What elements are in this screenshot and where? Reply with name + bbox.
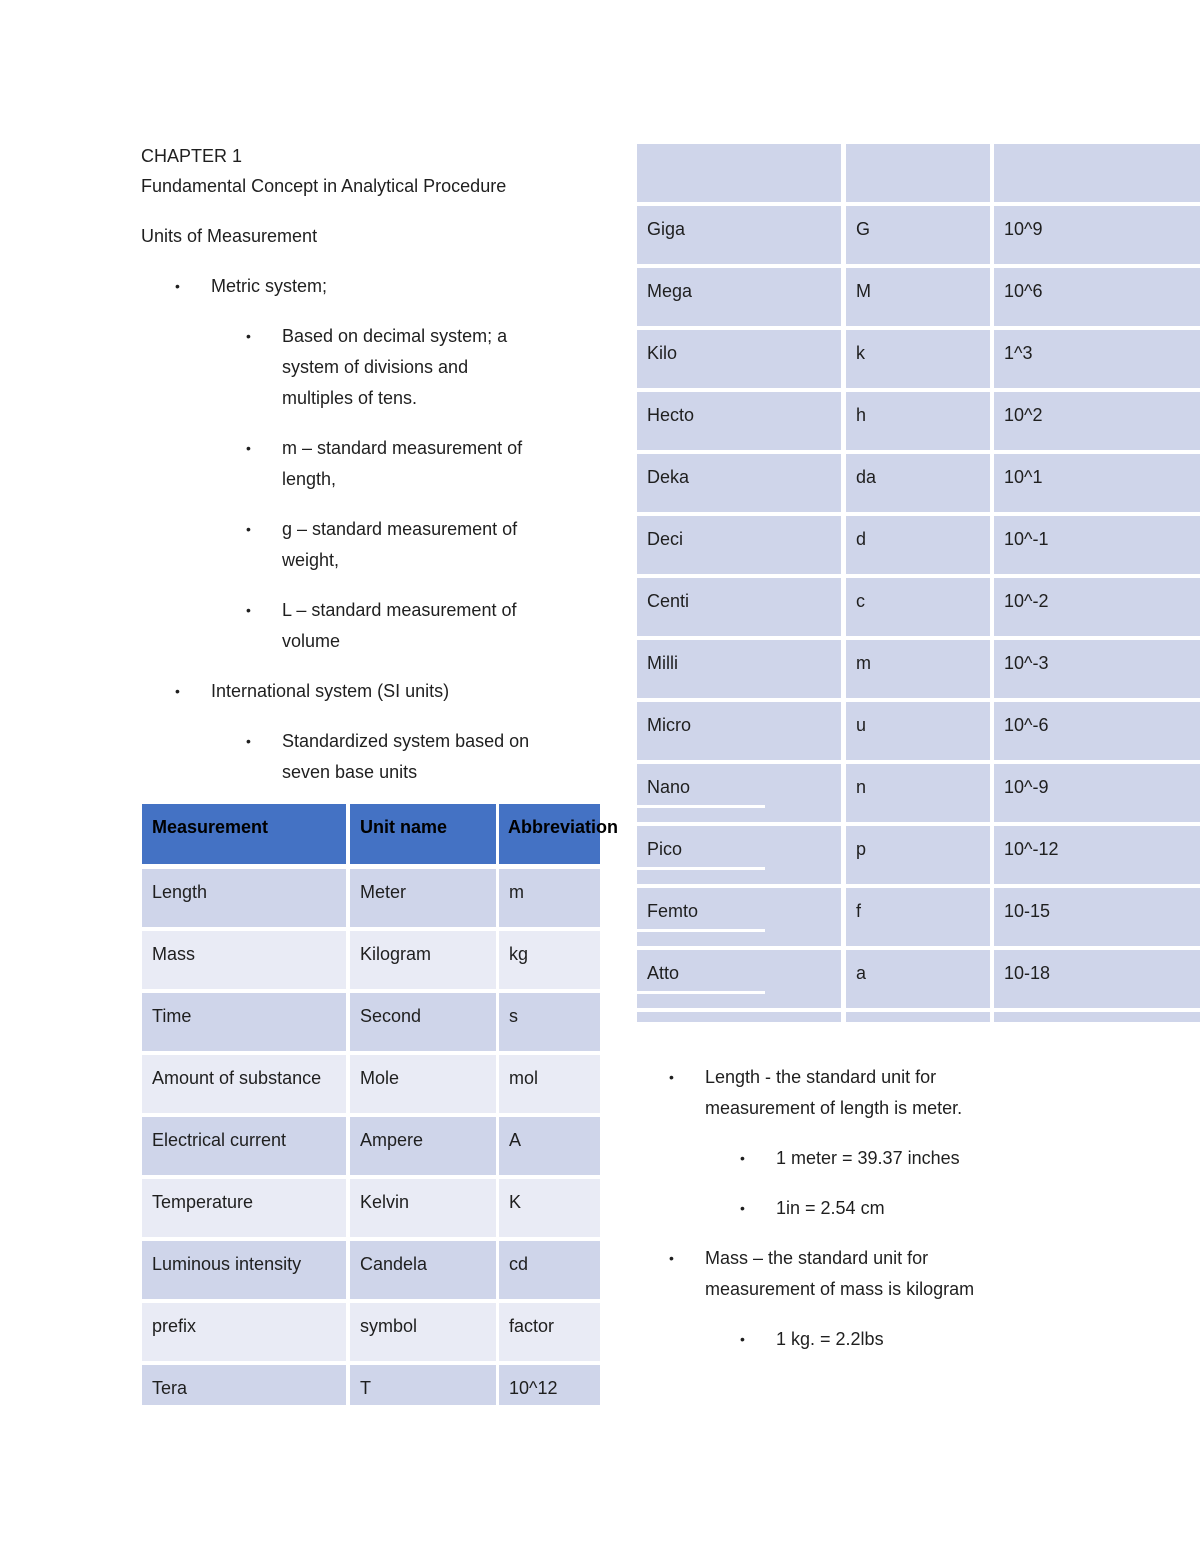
prefix-cell: Deci bbox=[637, 516, 841, 574]
prefix-cell: G bbox=[846, 206, 990, 264]
si-header-cell: Abbreviation bbox=[499, 804, 600, 864]
prefix-cell: h bbox=[846, 392, 990, 450]
prefix-cell: Centi bbox=[637, 578, 841, 636]
outline-text: weight, bbox=[282, 550, 340, 570]
si-cell: Electrical current bbox=[142, 1117, 346, 1175]
outline-text: seven base units bbox=[282, 762, 418, 782]
bullet-icon: • bbox=[740, 1150, 745, 1166]
bullet-icon: • bbox=[246, 602, 251, 618]
table-footer-strip bbox=[994, 1012, 1200, 1022]
si-cell: m bbox=[499, 869, 600, 927]
prefix-cell: Milli bbox=[637, 640, 841, 698]
prefix-cell: 10^-9 bbox=[994, 764, 1200, 822]
bullet-icon: • bbox=[669, 1069, 674, 1085]
row-underline bbox=[637, 867, 765, 870]
row-underline bbox=[637, 991, 765, 994]
prefix-cell: Mega bbox=[637, 268, 841, 326]
si-cell: cd bbox=[499, 1241, 600, 1299]
bullet-icon: • bbox=[246, 733, 251, 749]
prefix-cell: f bbox=[846, 888, 990, 946]
prefix-cell: Giga bbox=[637, 206, 841, 264]
si-cell: Mass bbox=[142, 931, 346, 989]
row-underline bbox=[637, 805, 765, 808]
prefix-cell: 10^-3 bbox=[994, 640, 1200, 698]
si-cell: K bbox=[499, 1179, 600, 1237]
si-cell: Time bbox=[142, 993, 346, 1051]
prefix-cell: 10-18 bbox=[994, 950, 1200, 1008]
outline-text: volume bbox=[282, 631, 341, 651]
outline-text: multiples of tens. bbox=[282, 388, 418, 408]
prefix-cell: M bbox=[846, 268, 990, 326]
prefix-cell: 10^6 bbox=[994, 268, 1200, 326]
prefix-cell: 10^9 bbox=[994, 206, 1200, 264]
si-cell: T bbox=[350, 1365, 496, 1405]
prefix-cell: Pico bbox=[637, 826, 841, 884]
si-cell: Kelvin bbox=[350, 1179, 496, 1237]
outline-text: measurement of length is meter. bbox=[705, 1098, 963, 1118]
row-underline bbox=[637, 929, 765, 932]
si-cell: Kilogram bbox=[350, 931, 496, 989]
outline-text: m – standard measurement of bbox=[282, 438, 523, 458]
outline-text: length, bbox=[282, 469, 337, 489]
prefix-cell: Deka bbox=[637, 454, 841, 512]
outline-text: L – standard measurement of bbox=[282, 600, 517, 620]
outline-text: Metric system; bbox=[211, 276, 328, 296]
si-cell: Second bbox=[350, 993, 496, 1051]
prefix-cell: 10^-6 bbox=[994, 702, 1200, 760]
outline-text: Standardized system based on bbox=[282, 731, 530, 751]
outline-text: 1in = 2.54 cm bbox=[776, 1198, 885, 1218]
bullet-icon: • bbox=[740, 1331, 745, 1347]
prefix-cell: u bbox=[846, 702, 990, 760]
prefix-cell: n bbox=[846, 764, 990, 822]
si-header-cell: Unit name bbox=[350, 804, 496, 864]
si-header-cell: Measurement bbox=[142, 804, 346, 864]
prefix-cell: Femto bbox=[637, 888, 841, 946]
si-cell: Temperature bbox=[142, 1179, 346, 1237]
prefix-cell: Kilo bbox=[637, 330, 841, 388]
si-cell: s bbox=[499, 993, 600, 1051]
outline-text: measurement of mass is kilogram bbox=[705, 1279, 975, 1299]
si-cell: mol bbox=[499, 1055, 600, 1113]
si-cell: symbol bbox=[350, 1303, 496, 1361]
prefix-cell: 10^2 bbox=[994, 392, 1200, 450]
outline-text: Mass – the standard unit for bbox=[705, 1248, 929, 1268]
prefix-header-cell bbox=[846, 144, 990, 202]
bullet-icon: • bbox=[246, 521, 251, 537]
prefix-cell: 1^3 bbox=[994, 330, 1200, 388]
bullet-icon: • bbox=[175, 683, 180, 699]
prefix-cell: d bbox=[846, 516, 990, 574]
bullet-icon: • bbox=[246, 440, 251, 456]
prefix-cell: Nano bbox=[637, 764, 841, 822]
si-cell: Mole bbox=[350, 1055, 496, 1113]
prefix-cell: 10^-12 bbox=[994, 826, 1200, 884]
chapter-title: Fundamental Concept in Analytical Procedure bbox=[141, 176, 507, 196]
prefix-cell: p bbox=[846, 826, 990, 884]
prefix-cell: m bbox=[846, 640, 990, 698]
prefix-cell: 10^-2 bbox=[994, 578, 1200, 636]
prefix-cell: a bbox=[846, 950, 990, 1008]
chapter-label: CHAPTER 1 bbox=[141, 146, 243, 166]
si-cell: prefix bbox=[142, 1303, 346, 1361]
si-cell: Candela bbox=[350, 1241, 496, 1299]
si-cell: Meter bbox=[350, 869, 496, 927]
prefix-cell: Hecto bbox=[637, 392, 841, 450]
prefix-cell: Atto bbox=[637, 950, 841, 1008]
si-cell: A bbox=[499, 1117, 600, 1175]
section-title: Units of Measurement bbox=[141, 226, 318, 246]
outline-text: g – standard measurement of bbox=[282, 519, 518, 539]
prefix-cell: k bbox=[846, 330, 990, 388]
outline-text: International system (SI units) bbox=[211, 681, 450, 701]
outline-text: 1 kg. = 2.2lbs bbox=[776, 1329, 884, 1349]
si-cell: Luminous intensity bbox=[142, 1241, 346, 1299]
prefix-header-cell bbox=[637, 144, 841, 202]
outline-text: Based on decimal system; a bbox=[282, 326, 508, 346]
si-cell: 10^12 bbox=[499, 1365, 600, 1405]
si-cell: Tera bbox=[142, 1365, 346, 1405]
prefix-cell: Micro bbox=[637, 702, 841, 760]
si-cell: Amount of substance bbox=[142, 1055, 346, 1113]
prefix-header-cell bbox=[994, 144, 1200, 202]
prefix-cell: 10-15 bbox=[994, 888, 1200, 946]
table-footer-strip bbox=[846, 1012, 990, 1022]
outline-text: Length - the standard unit for bbox=[705, 1067, 937, 1087]
si-cell: Length bbox=[142, 869, 346, 927]
prefix-cell: 10^1 bbox=[994, 454, 1200, 512]
outline-text: 1 meter = 39.37 inches bbox=[776, 1148, 960, 1168]
bullet-icon: • bbox=[175, 278, 180, 294]
bullet-icon: • bbox=[740, 1200, 745, 1216]
prefix-cell: c bbox=[846, 578, 990, 636]
outline-text: system of divisions and bbox=[282, 357, 469, 377]
bullet-icon: • bbox=[669, 1250, 674, 1266]
prefix-cell: 10^-1 bbox=[994, 516, 1200, 574]
table-footer-strip bbox=[637, 1012, 841, 1022]
si-cell: factor bbox=[499, 1303, 600, 1361]
si-cell: Ampere bbox=[350, 1117, 496, 1175]
si-cell: kg bbox=[499, 931, 600, 989]
bullet-icon: • bbox=[246, 328, 251, 344]
prefix-cell: da bbox=[846, 454, 990, 512]
